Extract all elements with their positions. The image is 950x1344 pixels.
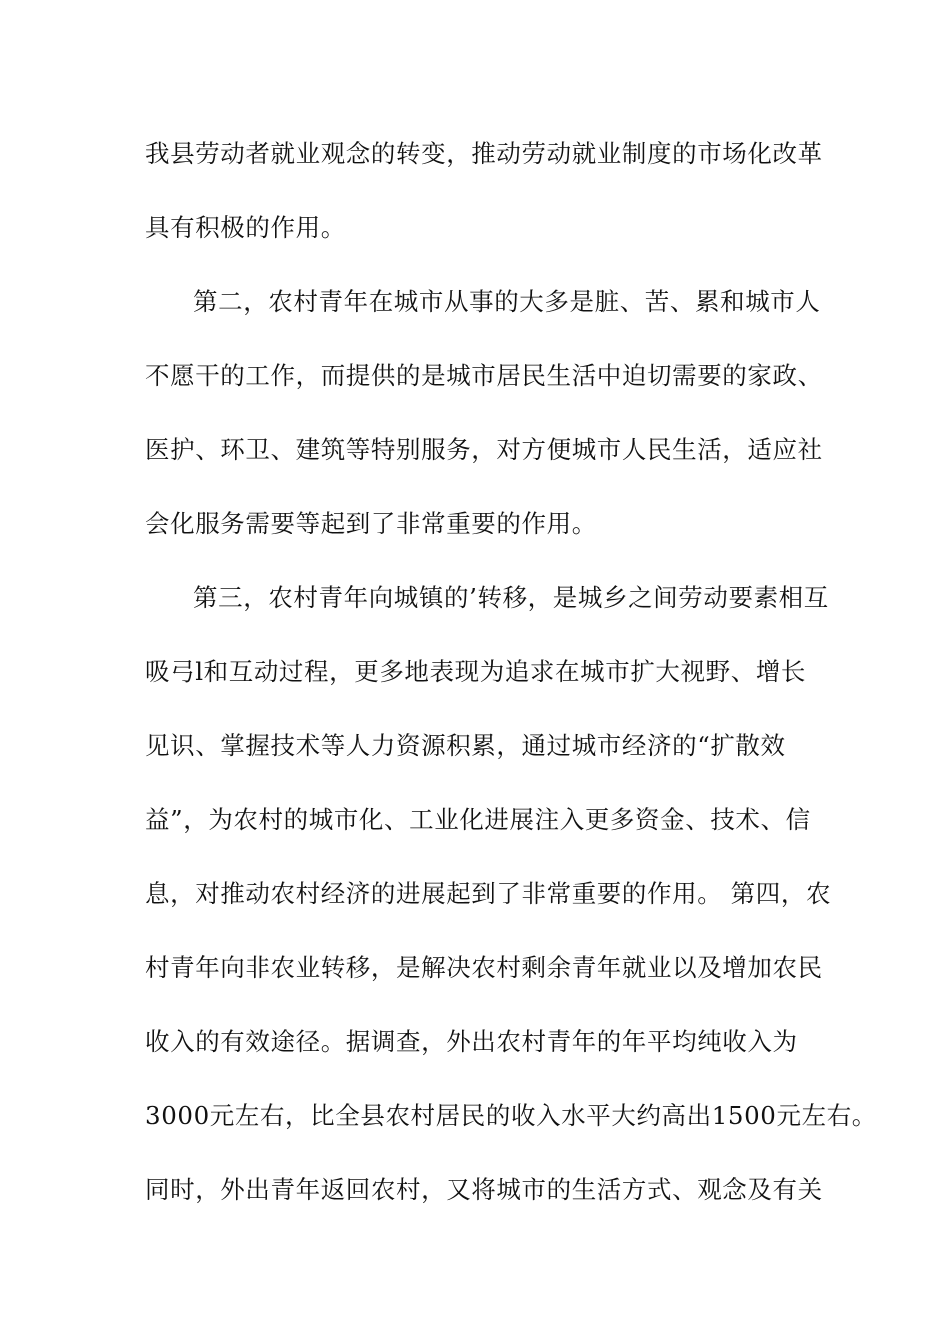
text-line-3: 第二，农村青年在城市从事的大多是脏、苦、累和城市人 [193,287,821,316]
text-line-8: 吸弓l和互动过程，更多地表现为追求在城市扩大视野、增长 [145,657,807,686]
text-line-1: 我县劳动者就业观念的转变，推动劳动就业制度的市场化改革 [145,139,823,168]
text-line-4: 不愿干的工作，而提供的是城市居民生活中迫切需要的家政、 [145,361,823,390]
text-line-11: 息，对推动农村经济的进展起到了非常重要的作用。 第四，农 [145,879,832,908]
text-line-5: 医护、环卫、建筑等特别服务，对方便城市人民生活，适应社 [145,435,823,464]
text-line-7: 第三，农村青年向城镇的’转移，是城乡之间劳动要素相互 [193,583,829,612]
text-line-10: 益”，为农村的城市化、工业化进展注入更多资金、技术、信 [145,805,811,834]
text-line-2: 具有积极的作用。 [145,213,346,242]
text-line-9: 见识、掌握技术等人力资源积累，通过城市经济的“扩散效 [145,731,786,760]
text-line-14: 3000元左右，比全县农村居民的收入水平大约高出1500元左右。 [145,1101,877,1130]
text-line-12: 村青年向非农业转移，是解决农村剩余青年就业以及增加农民 [145,953,823,982]
text-line-13: 收入的有效途径。据调查，外出农村青年的年平均纯收入为 [145,1027,798,1056]
text-line-6: 会化服务需要等起到了非常重要的作用。 [145,509,597,538]
text-line-15: 同时，外出青年返回农村，又将城市的生活方式、观念及有关 [145,1175,823,1204]
